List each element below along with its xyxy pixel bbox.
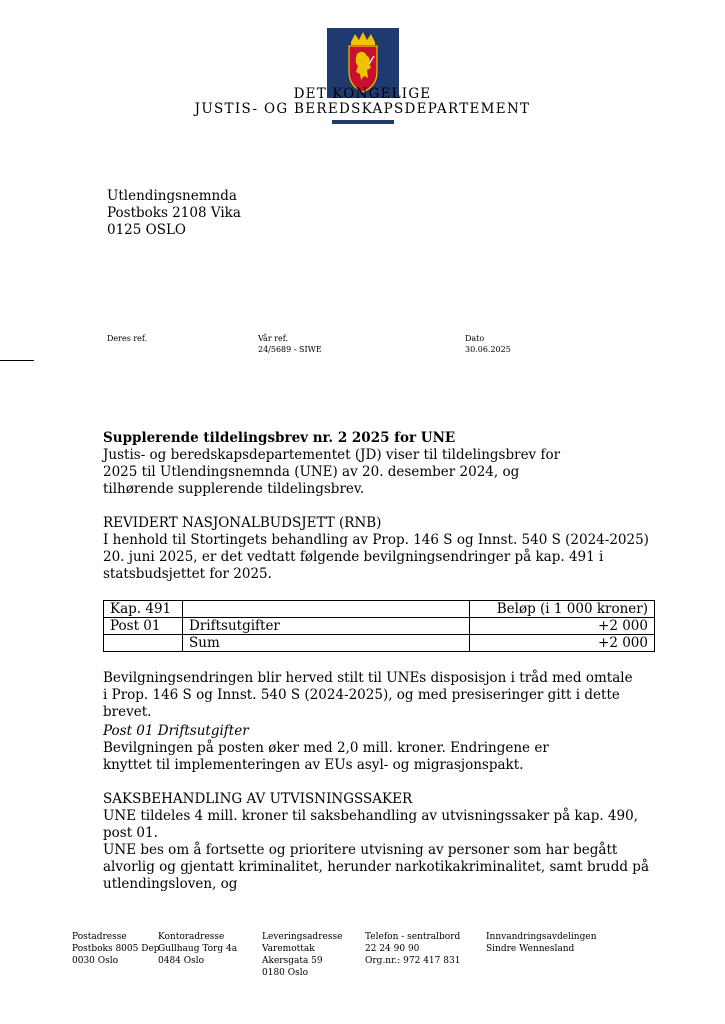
table-cell: Post 01 (104, 618, 183, 635)
rnb-heading: REVIDERT NASJONALBUDSJETT (RNB) (103, 515, 382, 531)
footer-label: Telefon - sentralbord (365, 932, 461, 942)
footer-line: Sindre Wennesland (486, 944, 575, 954)
footer-postadresse (72, 931, 160, 967)
footer-line: 22 24 90 90 (365, 944, 420, 954)
recipient-address (107, 188, 241, 239)
fold-mark (0, 360, 34, 361)
table-cell: Beløp (i 1 000 kroner) (470, 601, 655, 618)
footer-line: 0030 Oslo (72, 956, 119, 966)
footer-leveringsadresse (262, 931, 342, 979)
table-row (104, 618, 655, 635)
footer-line: Gullhaug Torg 4a (158, 944, 238, 954)
budget-table (103, 600, 655, 652)
footer-label: Leveringsadresse (262, 932, 343, 942)
footer-kontoradresse (158, 931, 237, 967)
letterhead-rule (332, 120, 394, 124)
footer-line: 0484 Oslo (158, 956, 205, 966)
table-cell (104, 635, 183, 652)
recipient-street: Postboks 2108 Vika (107, 205, 241, 221)
recipient-city: 0125 OSLO (107, 222, 186, 238)
after-table-paragraph: Bevilgningsendringen blir herved stilt til UNEs disposisjon i tråd med omtale i Prop. 146 S og Innst. 540 S (2024-2025), og med presiseringer gitt i dette brevet. (103, 670, 633, 720)
post01-heading: Post 01 Driftsutgifter (103, 723, 249, 739)
saks-heading: SAKSBEHANDLING AV UTVISNINGSSAKER (103, 791, 413, 807)
footer-line: 0180 Oslo (262, 968, 309, 978)
table-header-row (104, 601, 655, 618)
var-ref-label: Vår ref. (258, 334, 288, 343)
var-ref-value: 24/5689 - SIWE (258, 345, 322, 354)
saks-paragraph: UNE tildeles 4 mill. kroner til saksbehandling av utvisningssaker på kap. 490, post 01. (103, 808, 638, 841)
date-label: Dato (465, 334, 485, 343)
footer-telefon (365, 931, 460, 967)
table-row (104, 635, 655, 652)
footer-line: Postboks 8005 Dep (72, 944, 160, 954)
ministry-name-line2: JUSTIS- OG BEREDSKAPSDEPARTEMENT (194, 101, 531, 117)
footer-label: Innvandringsavdelingen (486, 932, 597, 942)
table-cell: Sum (183, 635, 470, 652)
footer-line: Varemottak (262, 944, 315, 954)
table-cell: Driftsutgifter (183, 618, 470, 635)
footer-line: Akersgata 59 (262, 956, 323, 966)
recipient-name: Utlendingsnemnda (107, 188, 237, 204)
footer-label: Postadresse (72, 932, 127, 942)
deres-ref-label: Deres ref. (107, 334, 148, 343)
ministry-name-line1: DET KONGELIGE (293, 86, 432, 102)
footer-label: Kontoradresse (158, 932, 225, 942)
footer-line: Org.nr.: 972 417 831 (365, 956, 461, 966)
final-paragraph: UNE bes om å fortsette og prioritere utvisning av personer som har begått alvorlig og gjentatt kriminalitet, herunder narkotikakriminalitet, samt brudd på utlendingsloven, og (103, 842, 649, 892)
letter-title: Supplerende tildelingsbrev nr. 2 2025 for UNE (103, 430, 456, 446)
table-cell (183, 601, 470, 618)
footer-avdeling (486, 931, 597, 955)
post01-paragraph: Bevilgningen på posten øker med 2,0 mill. kroner. Endringene er knyttet til implementeringen av EUs asyl- og migrasjonspakt. (103, 740, 549, 773)
date-value: 30.06.2025 (465, 345, 511, 354)
rnb-paragraph: I henhold til Stortingets behandling av Prop. 146 S og Innst. 540 S (2024-2025) 20. juni 2025, er det vedtatt følgende bevilgningsendringer på kap. 491 i statsbudsjettet for 2025. (103, 532, 649, 582)
intro-paragraph: Justis- og beredskapsdepartementet (JD) viser til tildelingsbrev for 2025 til Utlendingsnemnda (UNE) av 20. desember 2024, og tilhørende supplerende tildelingsbrev. (103, 447, 561, 497)
table-cell: Kap. 491 (104, 601, 183, 618)
table-cell: +2 000 (470, 618, 655, 635)
table-cell: +2 000 (470, 635, 655, 652)
